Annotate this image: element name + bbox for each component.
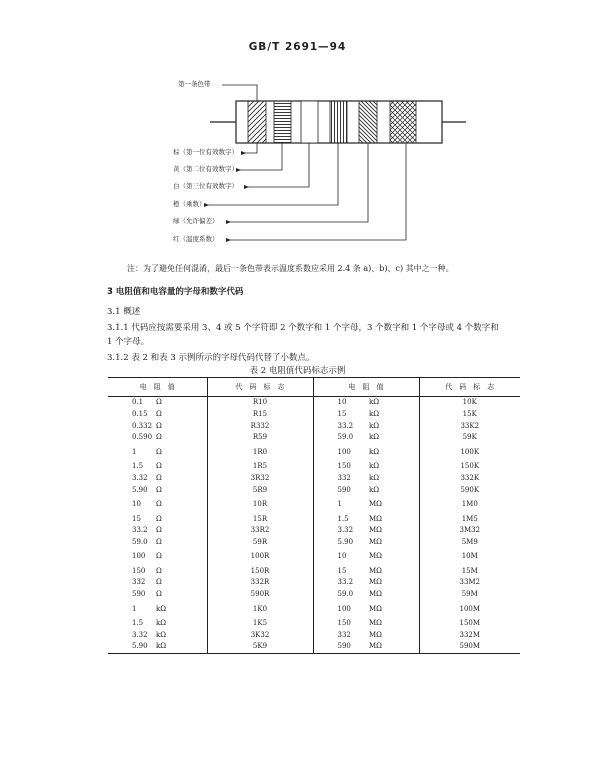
cell-value: 1.5: [337, 514, 349, 523]
table-row: [108, 577, 520, 589]
table-row: [108, 444, 520, 461]
cell-code: 1R0: [207, 444, 313, 461]
cell-code: 1K0: [207, 601, 313, 618]
cell-value: 5.90: [108, 641, 156, 653]
cell-unit: kΩ: [156, 618, 207, 630]
table-row: [108, 420, 520, 432]
header-resistance-left: 电 阻 值: [108, 378, 207, 397]
cell-code: 5M9: [461, 537, 478, 546]
table-row: [108, 548, 520, 565]
cell-code: 15M: [461, 566, 478, 575]
label-red-band: 红（温度系数）: [173, 235, 219, 243]
cell-code: 332M: [459, 630, 481, 639]
cell-unit: kΩ: [156, 641, 207, 653]
page-header: GB/T 2691—94: [248, 41, 347, 53]
label-orange-band: 橙（乘数）: [173, 200, 206, 208]
cell-value: 15: [337, 410, 347, 419]
table-row: [108, 525, 520, 537]
table-row: [108, 618, 520, 630]
cell-unit: kΩ: [369, 444, 419, 461]
cell-value: 3.32: [132, 630, 148, 639]
cell-value: 0.1: [132, 398, 144, 407]
table-row: [108, 473, 520, 485]
cell-code: 59R: [207, 537, 313, 549]
band-red: [390, 101, 416, 143]
cell-value: 150: [337, 462, 351, 471]
resistor-color-band-figure: [0, 0, 595, 260]
cell-unit: Ω: [156, 589, 207, 601]
cell-code: 3K32: [207, 629, 313, 641]
cell-unit: Ω: [156, 473, 207, 485]
cell-code: R15: [207, 409, 313, 421]
cell-code: 10K: [462, 398, 477, 407]
cell-value: 332: [132, 578, 146, 587]
leader-green: [226, 143, 368, 222]
cell-code: 15R: [207, 513, 313, 525]
header-resistance-right: 电 阻 值: [313, 378, 419, 397]
cell-code: 1M5: [461, 514, 478, 523]
cell-unit: MΩ: [369, 548, 419, 565]
cell-code: 10R: [207, 496, 313, 513]
cell-unit: kΩ: [369, 432, 419, 444]
cell-value: 10: [337, 398, 347, 407]
cell-code: 59M: [461, 590, 478, 599]
cell-code: 332R: [207, 577, 313, 589]
cell-unit: Ω: [156, 525, 207, 537]
cell-value: 100: [337, 447, 351, 456]
table-row: [108, 409, 520, 421]
cell-value: 0.332: [132, 421, 153, 430]
cell-value: 590: [337, 485, 351, 494]
cell-unit: Ω: [156, 548, 207, 565]
cell-unit: MΩ: [369, 513, 419, 525]
cell-value: 33.2: [337, 578, 354, 587]
paragraph-3-1-1-line1: 3.1.1 代码应按需要采用 3、4 或 5 个字符即 2 个数字和 1 个字母，3 个数字和 1 个字母或 4 个数字和: [107, 323, 499, 333]
cell-value: 5.90: [132, 485, 148, 494]
pointer-first-band: [222, 85, 257, 101]
cell-unit: Ω: [156, 444, 207, 461]
cell-value: 3.32: [337, 526, 354, 535]
label-green-band: 绿（允许偏差）: [173, 217, 219, 225]
cell-unit: MΩ: [369, 618, 419, 630]
cell-unit: MΩ: [369, 641, 419, 653]
cell-code: 5R9: [207, 484, 313, 496]
cell-code: 590R: [207, 589, 313, 601]
cell-unit: kΩ: [369, 484, 419, 496]
paragraph-3-1-1-line2: 1 个字母。: [107, 337, 150, 347]
cell-code: 1K5: [207, 618, 313, 630]
cell-value: 33.2: [132, 526, 148, 535]
cell-unit: kΩ: [369, 473, 419, 485]
table-row: [108, 484, 520, 496]
cell-code: 332K: [460, 473, 480, 482]
band-white: [301, 101, 318, 143]
paragraph-3-1-2: 3.1.2 表 2 和表 3 示例所示的字母代码代替了小数点。: [107, 353, 315, 363]
cell-unit: Ω: [156, 432, 207, 444]
cell-unit: MΩ: [369, 525, 419, 537]
cell-value: 0.590: [132, 433, 153, 442]
cell-value: 1.5: [132, 462, 144, 471]
header-code-right: 代 码 标 志: [419, 378, 520, 397]
table-row: [108, 496, 520, 513]
cell-code: R332: [207, 420, 313, 432]
cell-unit: kΩ: [369, 461, 419, 473]
cell-unit: MΩ: [369, 601, 419, 618]
cell-unit: MΩ: [369, 496, 419, 513]
cell-code: 33K2: [460, 421, 480, 430]
cell-value: 15: [132, 514, 141, 523]
cell-value: 33.2: [337, 421, 354, 430]
cell-unit: MΩ: [369, 589, 419, 601]
table-row: [108, 461, 520, 473]
cell-code: 15K: [462, 410, 477, 419]
cell-value: 100: [337, 604, 351, 613]
leader-red: [226, 143, 406, 240]
cell-value: 150: [337, 619, 351, 628]
cell-unit: Ω: [156, 513, 207, 525]
cell-code: 33R2: [207, 525, 313, 537]
cell-unit: Ω: [156, 420, 207, 432]
band-yellow: [274, 101, 291, 143]
leader-yellow: [236, 143, 282, 170]
cell-unit: Ω: [156, 565, 207, 577]
cell-value: 100: [132, 552, 146, 561]
leader-white: [244, 143, 309, 187]
cell-value: 1: [337, 500, 342, 509]
cell-value: 15: [337, 566, 347, 575]
subsection-heading: 3.1 概述: [107, 307, 141, 317]
cell-value: 590: [313, 641, 369, 653]
cell-code: R59: [207, 432, 313, 444]
table-row: [108, 629, 520, 641]
cell-unit: Ω: [156, 461, 207, 473]
table-row: [108, 641, 520, 653]
cell-value: 1.5: [132, 619, 144, 628]
figure-note: 注：为了避免任何混淆，最后一条色带表示温度系数应采用 2.4 条 a)、b)、c) 其中之一种。: [127, 264, 454, 273]
cell-value: 59.0: [337, 590, 354, 599]
cell-code: 5K9: [207, 641, 313, 653]
table-caption: 表 2 电阻值代码标志示例: [249, 366, 346, 376]
cell-unit: MΩ: [369, 565, 419, 577]
cell-code: R10: [207, 397, 313, 409]
cell-code: 150M: [459, 619, 481, 628]
resistance-code-table: [108, 377, 520, 654]
cell-code: 100K: [460, 447, 480, 456]
cell-code: 10M: [461, 552, 478, 561]
cell-code: 1M0: [461, 500, 478, 509]
cell-unit: kΩ: [369, 397, 419, 409]
cell-code: 33M2: [459, 578, 481, 587]
cell-value: 59.0: [132, 537, 148, 546]
cell-unit: Ω: [156, 397, 207, 409]
table-header-row: [108, 378, 520, 397]
table-row: [108, 565, 520, 577]
cell-value: 1: [132, 447, 137, 456]
cell-value: 10: [337, 552, 347, 561]
cell-code: 100R: [207, 548, 313, 565]
table-row: [108, 601, 520, 618]
cell-unit: Ω: [156, 537, 207, 549]
cell-code: 150R: [207, 565, 313, 577]
cell-code: 150K: [460, 462, 480, 471]
cell-value: 150: [132, 566, 146, 575]
cell-code: 3R32: [207, 473, 313, 485]
table-row: [108, 432, 520, 444]
cell-unit: kΩ: [369, 409, 419, 421]
band-brown: [248, 101, 266, 143]
table-row: [108, 397, 520, 409]
cell-code: 3M32: [459, 526, 481, 535]
cell-unit: MΩ: [369, 629, 419, 641]
cell-value: 332: [337, 473, 351, 482]
leader-brown: [241, 143, 257, 153]
cell-unit: Ω: [156, 577, 207, 589]
cell-value: 10: [132, 500, 141, 509]
cell-code: 1R5: [207, 461, 313, 473]
label-yellow-band: 黄（第二位有效数字）: [173, 165, 238, 173]
label-first-band: 第一条色带: [178, 80, 211, 88]
cell-value: 5.90: [337, 537, 354, 546]
cell-value: 1: [132, 604, 137, 613]
cell-unit: kΩ: [156, 601, 207, 618]
band-green: [359, 101, 377, 143]
table-row: [108, 537, 520, 549]
cell-unit: MΩ: [369, 537, 419, 549]
cell-code: 590K: [460, 485, 480, 494]
cell-unit: Ω: [156, 409, 207, 421]
cell-unit: MΩ: [369, 577, 419, 589]
cell-code: 590M: [419, 641, 520, 653]
cell-unit: Ω: [156, 484, 207, 496]
cell-value: 590: [132, 590, 146, 599]
section-heading: 3 电阻值和电容量的字母和数字代码: [107, 287, 244, 297]
label-white-band: 白（第三位有效数字）: [173, 182, 238, 190]
label-brown-band: 棕（第一位有效数字）: [173, 148, 238, 156]
cell-unit: kΩ: [156, 629, 207, 641]
cell-value: 332: [337, 630, 351, 639]
cell-code: 100M: [459, 604, 481, 613]
cell-value: 59.0: [337, 433, 354, 442]
header-code-left: 代 码 标 志: [207, 378, 313, 397]
cell-value: 0.15: [132, 410, 148, 419]
table-row: [108, 513, 520, 525]
table-row: [108, 589, 520, 601]
cell-unit: Ω: [156, 496, 207, 513]
band-orange: [330, 101, 347, 143]
cell-code: 59K: [462, 433, 477, 442]
cell-unit: kΩ: [369, 420, 419, 432]
cell-value: 3.32: [132, 473, 148, 482]
